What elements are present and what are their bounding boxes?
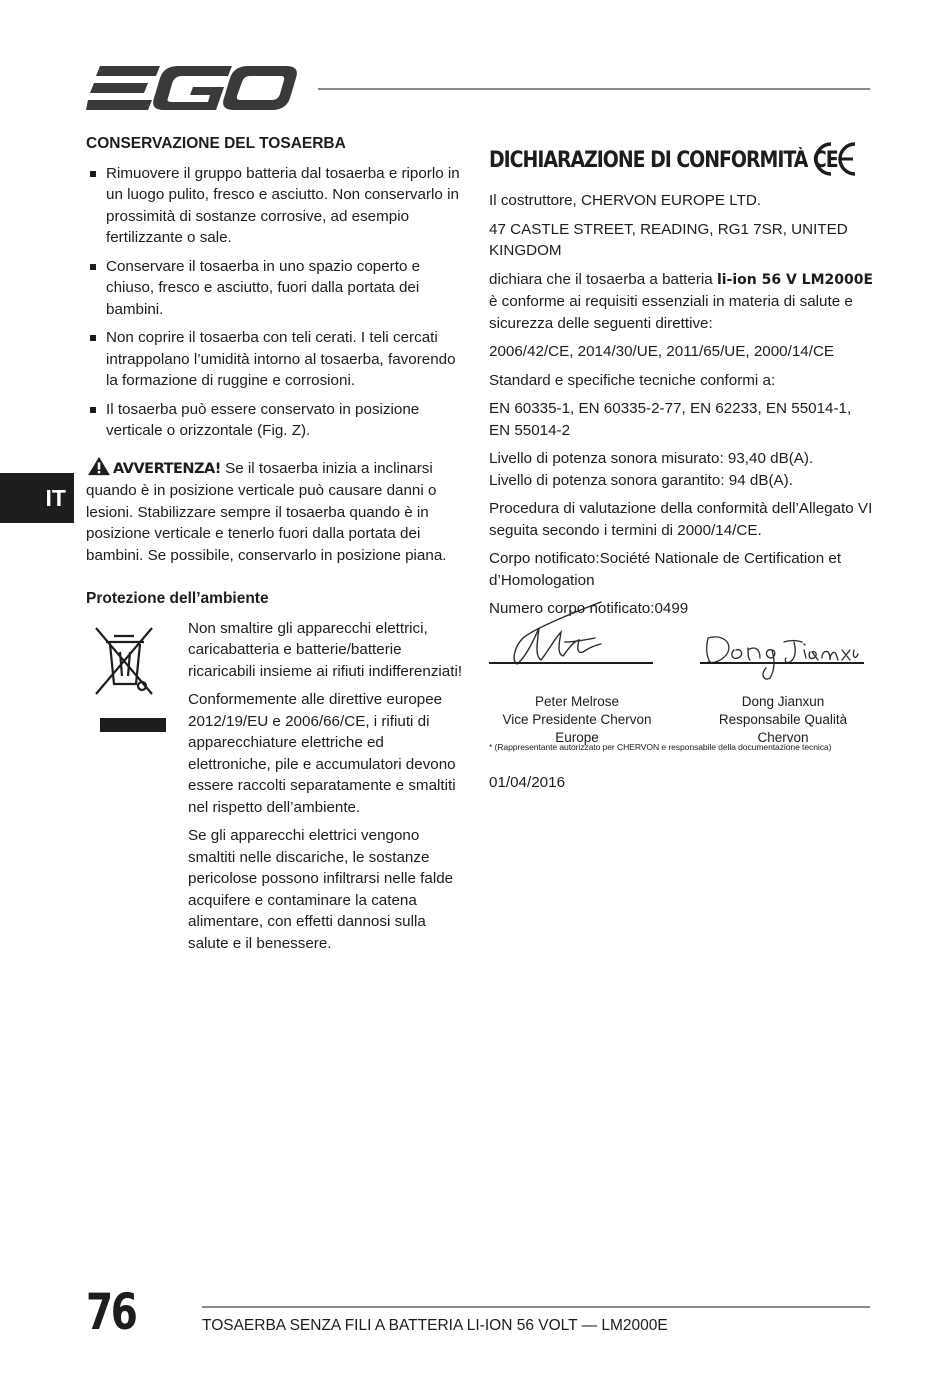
sound-levels: Livello di potenza sonora misurato: 93,40 dB(A). Livello di potenza sonora garantito: 94 dB(A).: [489, 450, 814, 489]
product-name: li-ion 56 V LM2000E: [716, 271, 874, 288]
declaration-title: DICHIARAZIONE DI CONFORMITÀ CE: [489, 148, 838, 173]
signatory-block: [693, 693, 873, 747]
standards-intro: Standard e specifiche tecniche conformi a:: [489, 371, 776, 389]
warning-label: AVVERTENZA!: [113, 460, 221, 477]
warning-triangle-icon: [86, 456, 112, 476]
standards: EN 60335-1, EN 60335-2-77, EN 62233, EN 55014-1, EN 55014-2: [489, 400, 852, 439]
notified-body: Corpo notificato:Société Nationale de Certification et d’Homologation: [489, 550, 842, 589]
signature-melrose: [505, 598, 615, 670]
signatory-role: Vice Presidente Chervon Europe: [502, 712, 652, 745]
signature-line: [700, 662, 864, 664]
manufacturer: Il costruttore, CHERVON EUROPE LTD.: [489, 192, 762, 209]
environment-text: Non smaltire gli apparecchi elettrici, caricabatteria e batterie/batterie ricaricabili insieme ai rifiuti indifferenziati! Conformemente alle direttive europee 2012/19/EU e 2006/66/CE, i rifiuti di apparecchiature elettriche ed elettroniche, pile e accumulatori devono essere raccolti separatamente e smaltiti nel rispetto dell’ambiente. Se gli apparecchi elettrici vengono smaltiti nelle discariche, le sostanze pericolose possono infiltrarsi nelle falde acquifere e contaminare la catena alimentare, con effetti dannosi sulla salute e il benessere.: [188, 619, 463, 952]
list-item: Il tosaerba può essere conservato in posizione verticale o orizzontale (Fig. Z).: [86, 399, 470, 442]
header-rule: [318, 88, 870, 90]
signature-dong: [700, 628, 862, 684]
footer-text: TOSAERBA SENZA FILI A BATTERIA LI-ION 56 VOLT — LM2000E: [202, 1317, 668, 1334]
ce-mark-icon: [811, 140, 859, 178]
notified-number: Numero corpo notificato:0499: [489, 600, 689, 617]
signature-line: [489, 662, 653, 664]
page-number: 76: [86, 1283, 136, 1341]
language-tab: IT: [0, 473, 74, 523]
procedure: Procedura di valutazione della conformità dell’Allegato VI seguita secondo i termini di 2000/14/CE.: [489, 500, 873, 539]
list-item: Non coprire il tosaerba con teli cerati. I teli cercati intrappolano l’umidità intorno al tosaerba, favorendo la formazione di ruggine e corrosioni.: [86, 327, 470, 392]
signatory-role: Responsabile Qualità Chervon: [718, 712, 848, 745]
weee-bar: [100, 718, 166, 732]
list-item: Conservare il tosaerba in uno spazio coperto e chiuso, fresco e asciutto, fuori dalla portata dei bambini.: [86, 256, 470, 321]
bullet-square-icon: [90, 335, 96, 341]
list-item: Rimuovere il gruppo batteria dal tosaerba e riporlo in un luogo pulito, fresco e asciutto. Non conservarlo in prossimità di sostanze corrosive, ad esempio fertilizzante o sale.: [86, 163, 470, 249]
signatory-name: Peter Melrose: [534, 694, 620, 709]
environment-section: [86, 618, 470, 955]
directives: 2006/42/CE, 2014/30/UE, 2011/65/UE, 2000/14/CE: [489, 343, 835, 360]
warning-text: Se il tosaerba inizia a inclinarsi quando è in posizione verticale può causare danni o lesioni. Stabilizzare sempre il tosaerba quando è in posizione verticale e tenerlo fuori dalla portata dei bambini. Se possibile, conservarlo in posizione piana.: [86, 459, 447, 564]
address: 47 CASTLE STREET, READING, RG1 7SR, UNITED KINGDOM: [489, 220, 848, 259]
footer-rule: [202, 1306, 870, 1308]
storage-list: [86, 163, 470, 442]
environment-title: Protezione dell’ambiente: [86, 590, 269, 607]
crossed-bin-icon: [94, 626, 154, 696]
ego-logo: [86, 62, 298, 114]
bullet-square-icon: [90, 171, 96, 177]
storage-title: CONSERVAZIONE DEL TOSAERBA: [86, 135, 346, 152]
declaration-statement: dichiara che il tosaerba a batteria li-ion 56 V LM2000E è conforme ai requisiti essenziali in materia di salute e sicurezza delle seguenti direttive:: [489, 270, 874, 332]
declaration-date: 01/04/2016: [489, 774, 566, 791]
declaration-header: [489, 140, 869, 182]
bullet-square-icon: [90, 264, 96, 270]
bullet-square-icon: [90, 407, 96, 413]
signatory-block: [482, 693, 672, 747]
left-column: [86, 133, 470, 961]
footnote: * (Rappresentante autorizzato per CHERVON e responsabile della documentazione tecnica): [489, 742, 832, 752]
warning-paragraph: [86, 456, 470, 567]
declaration-body: [489, 190, 874, 627]
signatory-name: Dong Jianxun: [741, 694, 825, 709]
